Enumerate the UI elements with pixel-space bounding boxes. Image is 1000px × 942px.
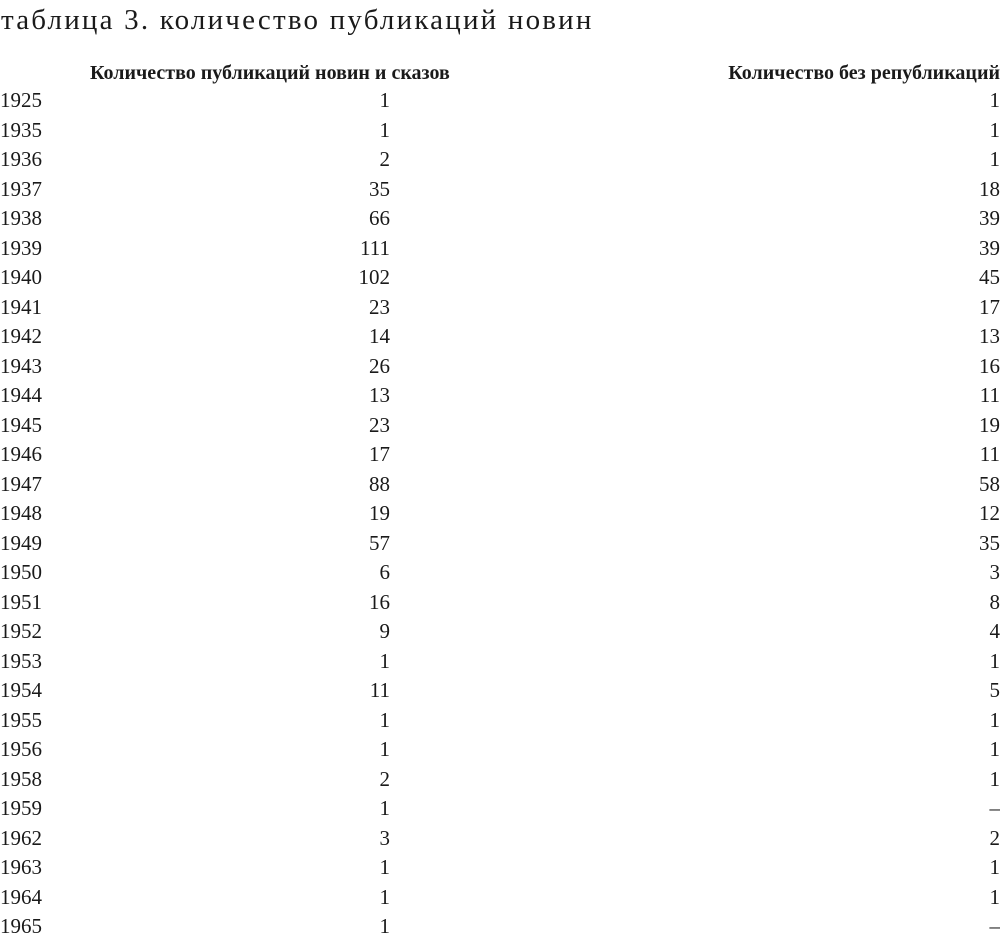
publications-table [0,60,1000,942]
table-row [0,617,1000,647]
cell-without-republications: 11 [979,442,1000,466]
cell-without-republications: 39 [979,235,1000,260]
cell-year: 1944 [0,383,42,407]
table-row [0,529,1000,559]
cell-year: 1949 [0,530,42,555]
header-without-republications: Количество без републикаций [728,62,1000,84]
cell-year: 1945 [0,412,42,437]
cell-total-publications: 1 [379,884,390,909]
cell-year: 1935 [0,117,42,142]
table-row [0,647,1000,677]
cell-year: 1943 [0,353,42,378]
cell-year: 1936 [0,147,42,171]
cell-year: 1948 [0,501,42,525]
cell-year: 1950 [0,560,42,584]
table-row [0,293,1000,323]
cell-total-publications: 11 [369,678,390,702]
table-row [0,175,1000,205]
cell-total-publications: 2 [379,147,390,171]
cell-total-publications: 14 [369,324,390,348]
table-header [0,60,1000,86]
table-row [0,765,1000,795]
cell-total-publications: 19 [369,501,390,525]
cell-without-republications: 45 [979,265,1000,289]
table-row [0,204,1000,234]
cell-year: 1925 [0,88,42,112]
cell-without-republications: 1 [989,648,1000,673]
cell-total-publications: 23 [369,412,390,437]
header-total-publications: Количество публикаций новин и сказов [90,62,450,84]
cell-year: 1958 [0,766,42,791]
cell-without-republications: 1 [989,855,1000,879]
cell-year: 1941 [0,294,42,319]
table-row [0,145,1000,175]
table-row [0,912,1000,942]
cell-without-republications: 8 [989,589,1000,614]
cell-without-republications: 1 [989,117,1000,142]
table-body [0,86,1000,942]
table-caption: таблица 3. количество публикаций новин [1,4,594,36]
cell-total-publications: 23 [369,294,390,319]
cell-without-republications: 19 [979,412,1000,437]
cell-without-republications: 1 [989,884,1000,909]
header-row [0,60,1000,86]
table-row [0,706,1000,736]
cell-year: 1953 [0,648,42,673]
table-row [0,824,1000,854]
cell-without-republications: 16 [979,353,1000,378]
cell-year: 1959 [0,796,42,820]
cell-without-republications: 4 [989,619,1000,643]
cell-year: 1965 [0,914,42,938]
table-row [0,440,1000,470]
cell-year: 1952 [0,619,42,643]
cell-total-publications: 9 [379,619,390,643]
cell-year: 1954 [0,678,42,702]
cell-total-publications: 1 [379,914,390,938]
table-row [0,853,1000,883]
cell-year: 1940 [0,265,42,289]
table-row [0,263,1000,293]
table-row [0,322,1000,352]
cell-year: 1951 [0,589,42,614]
cell-without-republications: 1 [989,707,1000,732]
table-row [0,411,1000,441]
table-row [0,794,1000,824]
cell-year: 1942 [0,324,42,348]
cell-without-republications: 58 [979,471,1000,496]
cell-without-republications: 3 [989,560,1000,584]
cell-without-republications: – [989,914,1000,938]
cell-year: 1963 [0,855,42,879]
cell-year: 1947 [0,471,42,496]
cell-without-republications: 17 [979,294,1000,319]
cell-year: 1939 [0,235,42,260]
table-row [0,470,1000,500]
table-row [0,86,1000,116]
cell-without-republications: 1 [989,147,1000,171]
cell-total-publications: 1 [379,737,390,761]
cell-total-publications: 102 [358,265,390,289]
cell-without-republications: 1 [989,766,1000,791]
cell-total-publications: 88 [369,471,390,496]
cell-total-publications: 3 [379,825,390,850]
cell-total-publications: 1 [379,796,390,820]
table-row [0,735,1000,765]
cell-year: 1956 [0,737,42,761]
cell-without-republications: 35 [979,530,1000,555]
cell-total-publications: 6 [379,560,390,584]
cell-without-republications: 11 [979,383,1000,407]
cell-year: 1964 [0,884,42,909]
cell-year: 1946 [0,442,42,466]
cell-year: 1955 [0,707,42,732]
cell-without-republications: 39 [979,206,1000,230]
cell-total-publications: 1 [379,707,390,732]
cell-total-publications: 1 [379,117,390,142]
cell-without-republications: 1 [989,737,1000,761]
header-year [0,60,90,86]
cell-total-publications: 1 [379,88,390,112]
cell-year: 1937 [0,176,42,201]
table-row [0,499,1000,529]
cell-total-publications: 35 [369,176,390,201]
table-row [0,558,1000,588]
cell-total-publications: 16 [369,589,390,614]
cell-without-republications: 2 [989,825,1000,850]
cell-total-publications: 1 [379,648,390,673]
cell-without-republications: 12 [979,501,1000,525]
cell-without-republications: 18 [979,176,1000,201]
cell-without-republications: 1 [989,88,1000,112]
table-row [0,676,1000,706]
cell-without-republications: 5 [989,678,1000,702]
table-row [0,116,1000,146]
table-row [0,234,1000,264]
table-row [0,381,1000,411]
cell-total-publications: 2 [379,766,390,791]
cell-total-publications: 17 [369,442,390,466]
cell-year: 1938 [0,206,42,230]
cell-total-publications: 111 [360,235,390,260]
cell-year: 1962 [0,825,42,850]
cell-total-publications: 66 [369,206,390,230]
cell-total-publications: 57 [369,530,390,555]
cell-without-republications: – [989,796,1000,820]
cell-total-publications: 1 [379,855,390,879]
cell-total-publications: 13 [369,383,390,407]
table-row [0,883,1000,913]
cell-total-publications: 26 [369,353,390,378]
cell-without-republications: 13 [979,324,1000,348]
table-row [0,588,1000,618]
table-row [0,352,1000,382]
